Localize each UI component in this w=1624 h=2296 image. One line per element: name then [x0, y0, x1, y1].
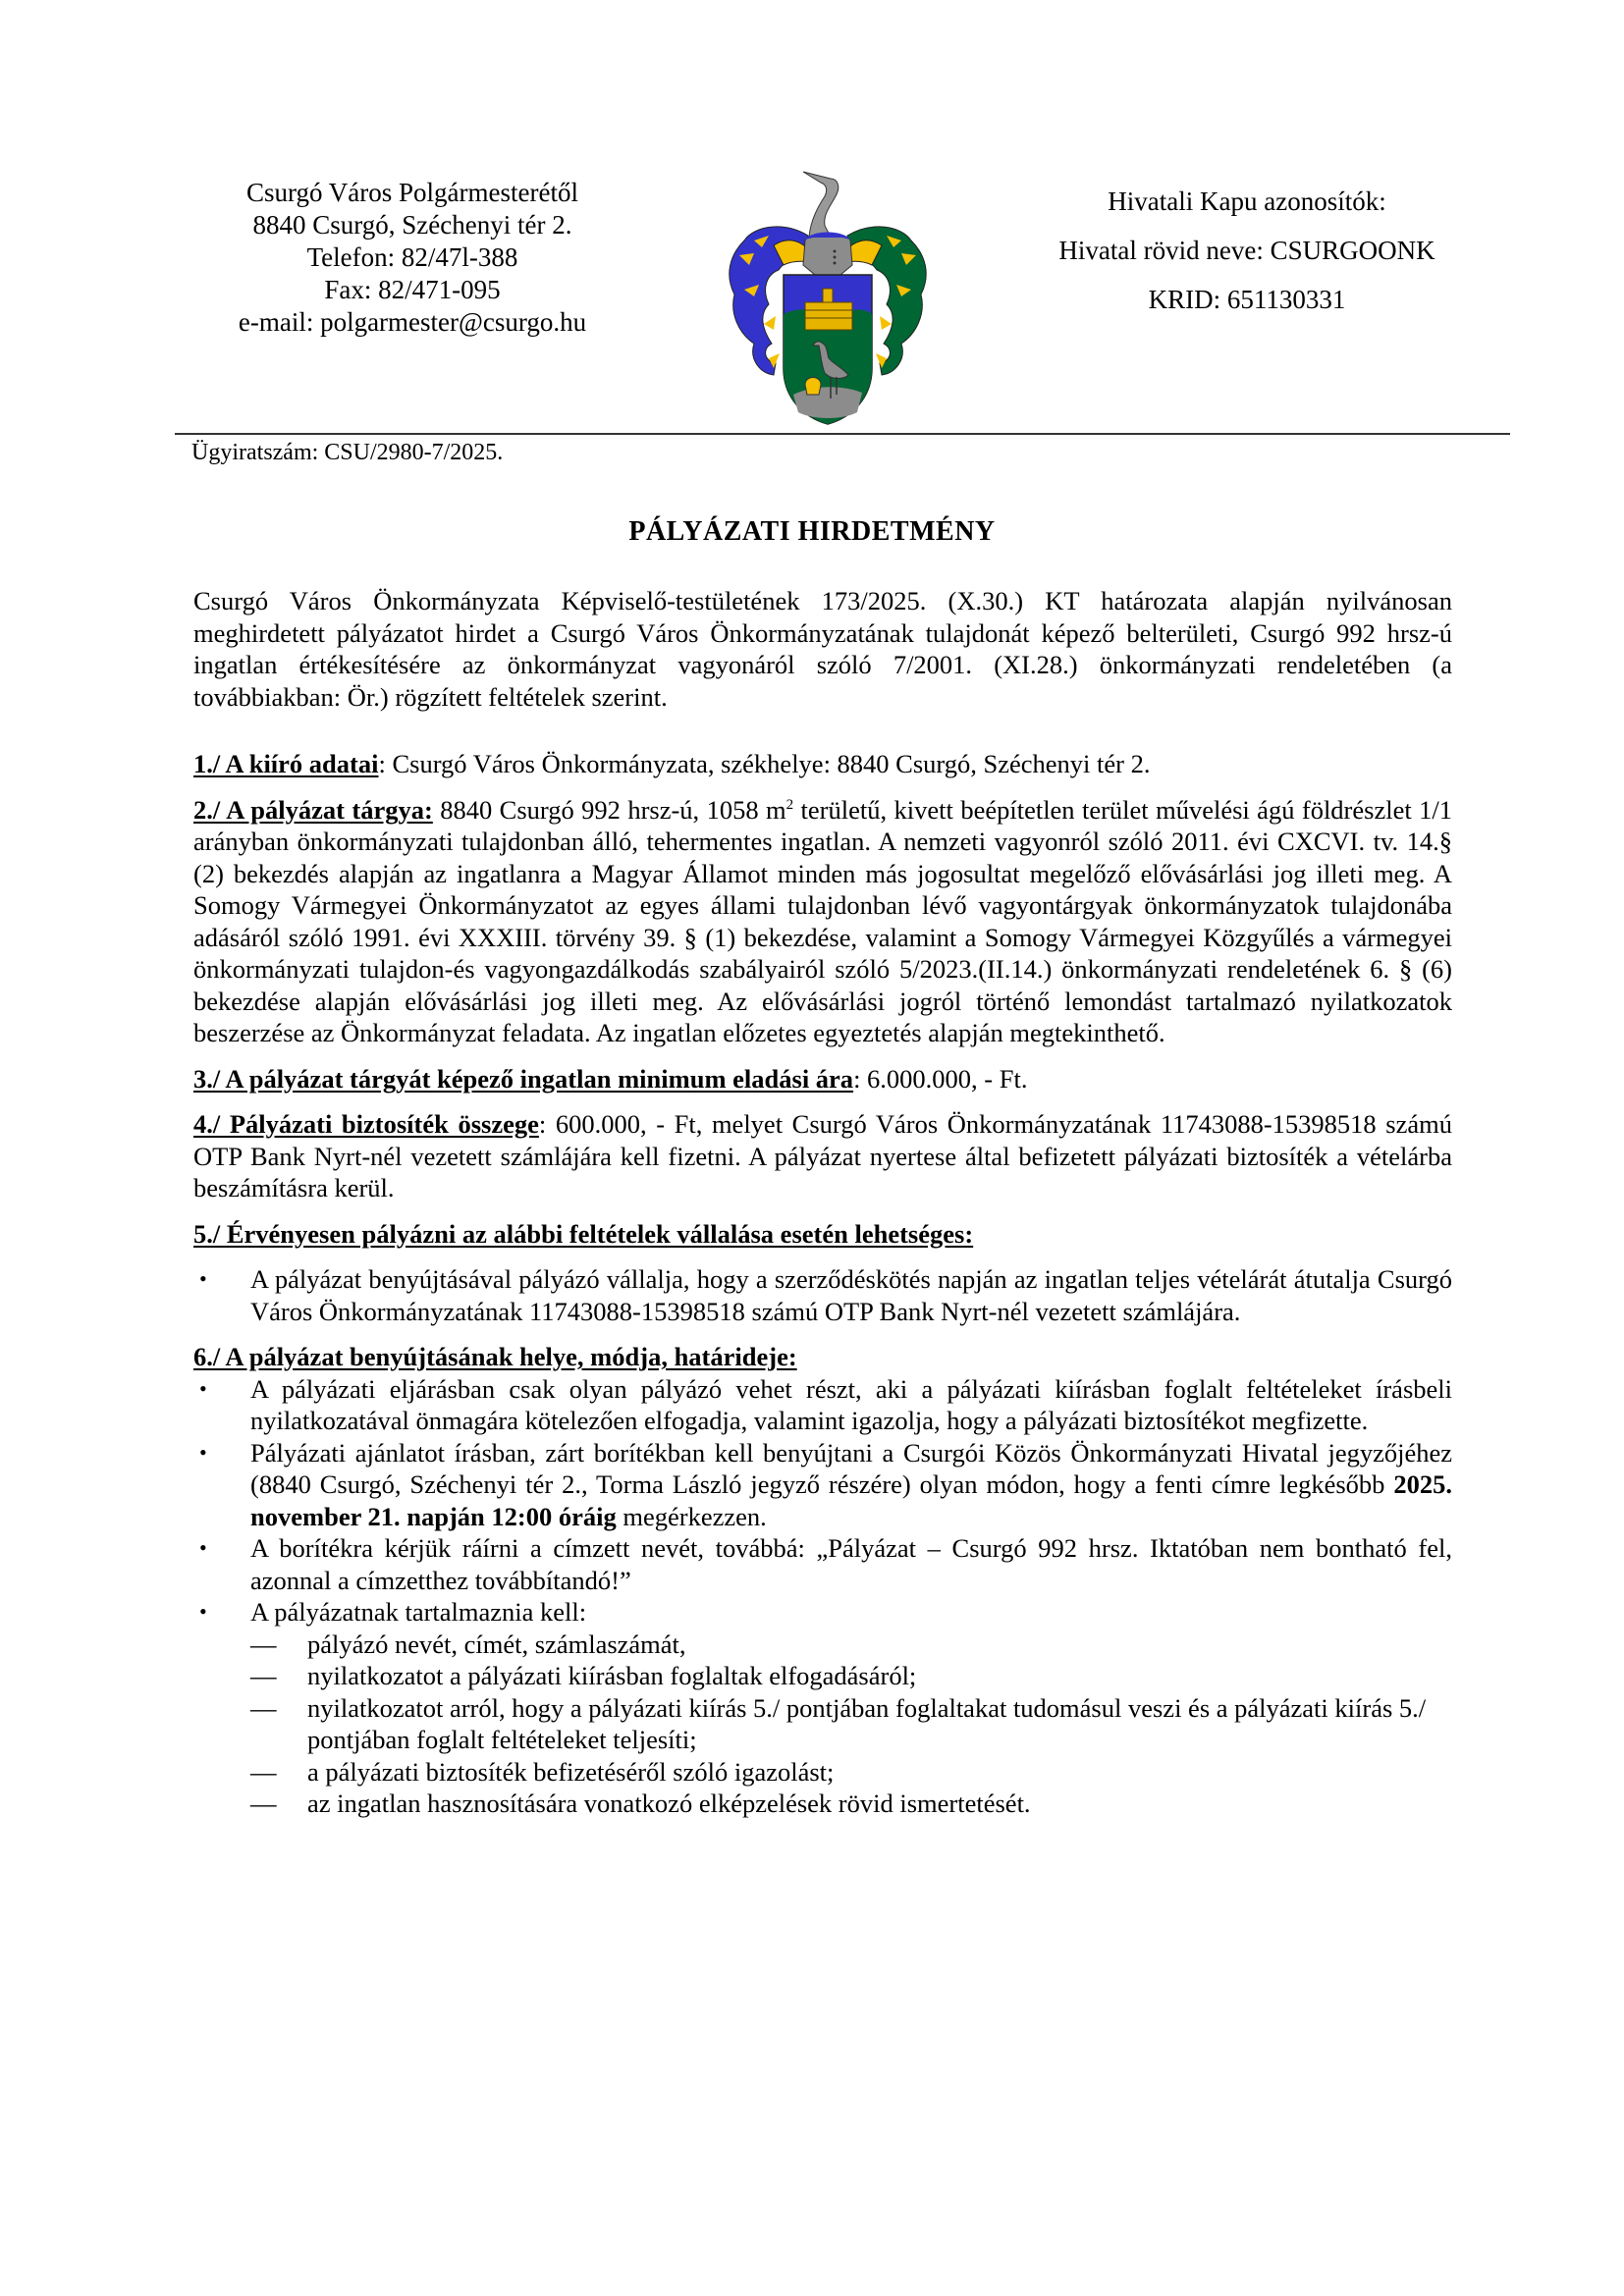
list-item: • A pályázatnak tartalmaznia kell: — pályázó nevét, címét, számlaszámát, — nyilatkozatot a pályázati kiírásban foglaltak elfogadásáról; — nyilatkozatot arról, hogy a pályázati kiírás 5./ pontjában foglaltakat tudomásul veszi és a pályázati kiírás 5./ pontjában foglalt feltételeket teljesíti; — a pályázati biztosíték befizetéséről szóló igazolást; — az ingatlan hasznosítására vonatkozó elképzelések rövid ismertetését.	[193, 1596, 1452, 1820]
section-1	[193, 748, 1452, 780]
helmet	[803, 234, 852, 275]
section-5	[193, 1218, 1452, 1251]
dash-icon: —	[250, 1661, 277, 1690]
crane-crest	[803, 172, 839, 240]
section-5-heading: 5./ Érvényesen pályázni az alábbi feltételek vállalása esetén lehetséges:	[193, 1218, 974, 1249]
document-title: PÁLYÁZATI HIRDETMÉNY	[628, 516, 996, 547]
sender-name: Csurgó Város Polgármesterétől	[246, 178, 578, 207]
list-item: • A borítékra kérjük ráírni a címzett nevét, továbbá: „Pályázat – Csurgó 992 hrsz. Iktatóban nem bontható fel, azonnal a címzetthez továbbítandó!”	[199, 1533, 1452, 1595]
required-contents-list	[250, 1629, 1452, 1820]
section-4-text: : 600.000, - Ft, melyet Csurgó Város Önkormányzatának 11743088-15398518 számú OTP Bank Nyrt-nél vezetett számlájára kell fizetni. A pályázat nyertese által befizetett pályázati biztosíték a vételárba beszámításra kerül.	[193, 1109, 1452, 1202]
deadline: 2025. november 21. napján 12:00 óráig	[250, 1469, 1452, 1531]
gateway-heading: Hivatali Kapu azonosítók:	[1108, 187, 1386, 216]
section-3	[193, 1063, 1452, 1095]
section-6-list	[193, 1373, 1452, 1820]
section-2-heading: 2./ A pályázat tárgya:	[193, 794, 433, 825]
sender-fax: Fax: 82/471-095	[324, 275, 501, 304]
list-item: • Pályázati ajánlatot írásban, zárt borítékban kell benyújtani a Csurgói Közös Önkormányzati Hivatal jegyzőjéhez (8840 Csurgó, Széchenyi tér 2., Torma László jegyző részére) olyan módon, hogy a fenti címre legkésőbb 2025. november 21. napján 12:00 óráig megérkezzen.	[199, 1437, 1452, 1531]
sub-list-item: — pályázó nevét, címét, számlaszámát,	[250, 1629, 686, 1659]
bullet-icon: •	[199, 1599, 207, 1624]
section-1-heading: 1./ A kiíró adatai	[193, 749, 379, 778]
document-body	[193, 585, 1452, 1820]
dash-icon: —	[250, 1629, 277, 1659]
section-4-heading: 4./ Pályázati biztosíték összege	[193, 1109, 539, 1139]
office-gateway-block	[1001, 177, 1492, 324]
sub-list-item: — nyilatkozatot arról, hogy a pályázati kiírás 5./ pontjában foglaltakat tudomásul veszi és a pályázati kiírás 5./ pontjában foglalt feltételeket teljesíti;	[250, 1692, 1427, 1754]
section-4	[193, 1108, 1452, 1204]
sub-list-item: — nyilatkozatot a pályázati kiírásban foglaltak elfogadásáról;	[250, 1661, 917, 1690]
case-number: Ügyiratszám: CSU/2980-7/2025.	[191, 440, 504, 465]
square-superscript: 2	[785, 796, 794, 813]
bullet-icon: •	[199, 1439, 207, 1465]
section-2	[193, 794, 1452, 1049]
sender-email: e-mail: polgarmester@csurgo.hu	[238, 307, 587, 337]
manor-building	[805, 302, 852, 330]
list-item: • A pályázati eljárásban csak olyan pályázó vehet részt, aki a pályázati kiírásban foglalt feltételeket írásbeli nyilatkozatával önmagára kötelezően elfogadja, valamint igazolja, hogy a pályázati biztosítékot megfizette.	[199, 1373, 1452, 1435]
bullet-icon: •	[199, 1266, 207, 1291]
krid: KRID: 651130331	[1148, 285, 1346, 314]
header-divider	[175, 433, 1510, 435]
section-6	[193, 1341, 1452, 1373]
intro-paragraph: Csurgó Város Önkormányzata Képviselő-testületének 173/2025. (X.30.) KT határozata alapján nyilvánosan meghirdetett pályázatot hirdet a Csurgó Város Önkormányzatának tulajdonát képező belterületi, Csurgó 992 hrsz-ú ingatlan értékesítésére az önkormányzat vagyonáról szóló 7/2001. (XI.28.) önkormányzati rendeletében (a továbbiakban: Ör.) rögzített feltételek szerint.	[193, 586, 1452, 712]
bullet-icon: •	[199, 1535, 207, 1560]
sender-phone: Telefon: 82/47l-388	[306, 242, 518, 272]
section-3-text: : 6.000.000, - Ft.	[853, 1063, 1028, 1094]
section-6-heading: 6./ A pályázat benyújtásának helye, módja, határideje:	[193, 1342, 797, 1371]
sub-list-item: — a pályázati biztosíték befizetéséről szóló igazolást;	[250, 1756, 835, 1787]
dash-icon: —	[250, 1692, 277, 1723]
coat-of-arms-icon	[715, 167, 941, 427]
section-5-list	[193, 1263, 1452, 1327]
section-2-text-a: 8840 Csurgó 992 hrsz-ú, 1058 m	[432, 794, 786, 825]
sender-address-block	[167, 177, 658, 339]
bullet-icon: •	[199, 1375, 207, 1401]
list-item: • A pályázat benyújtásával pályázó vállalja, hogy a szerződéskötés napján az ingatlan teljes vételárát átutalja Csurgó Város Önkormányzatának 11743088-15398518 számú OTP Bank Nyrt-nél vezetett számlájára.	[199, 1264, 1452, 1326]
dash-icon: —	[250, 1789, 277, 1818]
dash-icon: —	[250, 1756, 277, 1787]
office-short-name: Hivatal rövid neve: CSURGOONK	[1058, 236, 1435, 265]
section-1-text: : Csurgó Város Önkormányzata, székhelye: 8840 Csurgó, Széchenyi tér 2.	[378, 749, 1151, 778]
sender-address: 8840 Csurgó, Széchenyi tér 2.	[252, 210, 572, 240]
sub-list-item: — az ingatlan hasznosítására vonatkozó elképzelések rövid ismertetését.	[250, 1789, 1031, 1818]
section-2-text-b: területű, kivett beépítetlen terület művelési ágú földrészlet 1/1 arányban önkormányzati tulajdonban álló, tehermentes ingatlan. A nemzeti vagyonról szóló 2011. évi CXCVI. tv. 14.§ (2) bekezdés alapján az ingatlanra a Magyar Államot minden más jogosultat megelőző elővásárlási jog illeti meg. A Somogy Vármegyei Önkormányzatot az egyes állami tulajdonban lévő vagyontárgyak önkormányzatok tulajdonába adásáról szóló 1991. évi XXXIII. törvény 39. § (1) bekezdése, valamint a Somogy Vármegyei Közgyűlés a vármegyei önkormányzati tulajdon-és vagyongazdálkodás szabályairól szóló 5/2023.(II.14.) önkormányzati rendeletének 6. § (6) bekezdése alapján elővásárlási jog illeti meg. Az elővásárlási jogról történő lemondást tartalmazó nyilatkozatok beszerzése az Önkormányzat feladata. Az ingatlan előzetes egyeztetés alapján megtekinthető.	[193, 794, 1452, 1047]
section-3-heading: 3./ A pályázat tárgyát képező ingatlan minimum eladási ára	[193, 1063, 854, 1094]
